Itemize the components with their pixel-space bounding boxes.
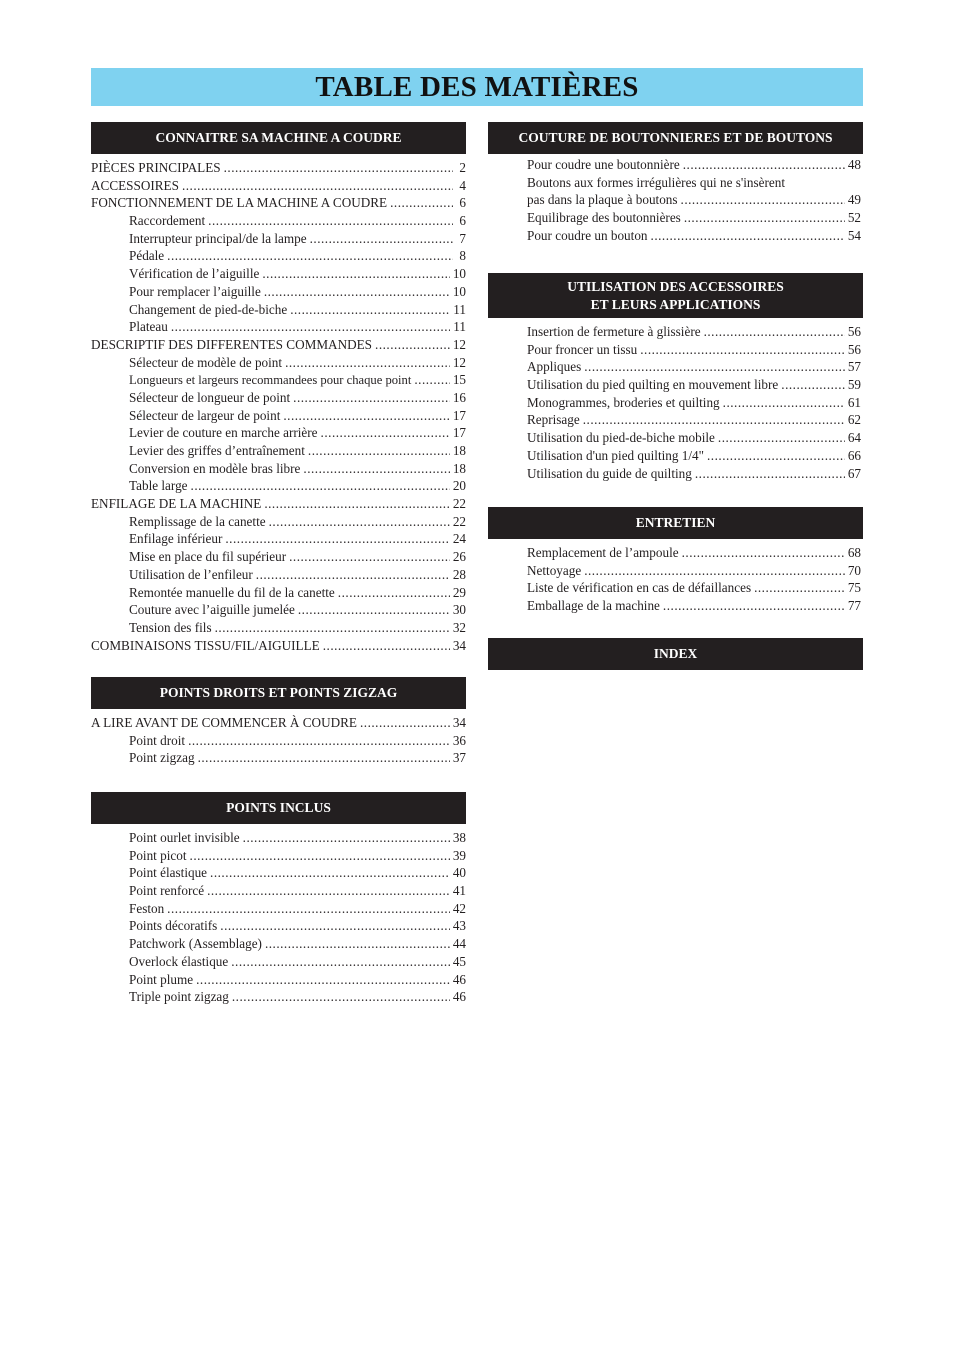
toc-entry[interactable]: Reprisage ..... 62 xyxy=(527,412,861,430)
title-bar xyxy=(91,68,863,106)
section-droits xyxy=(91,677,466,768)
toc-entry-continued[interactable]: Boutons aux formes irrégulières qui ne s'insèrent xyxy=(527,174,786,190)
toc-entry[interactable]: Appliques ..... 57 xyxy=(527,359,861,377)
toc-entry[interactable]: Interrupteur principal/de la lampe ..... 7 xyxy=(91,231,466,249)
toc-entry[interactable]: pas dans la plaque à boutons ..... 49 xyxy=(527,192,861,210)
entries-boutonnieres xyxy=(488,157,863,245)
toc-entry[interactable]: Conversion en modèle bras libre ..... 18 xyxy=(91,461,466,479)
toc-entry[interactable]: Pour froncer un tissu ..... 56 xyxy=(527,342,861,360)
section-header-entretien: ENTRETIEN xyxy=(488,507,863,539)
toc-entry[interactable]: Point droit ..... 36 xyxy=(91,733,466,751)
toc-entry[interactable]: Enfilage inférieur ..... 24 xyxy=(91,531,466,549)
section-header-line: UTILISATION DES ACCESSOIRES xyxy=(567,278,784,294)
entries-accessoires xyxy=(488,324,863,483)
section-header-connaitre: CONNAITRE SA MACHINE A COUDRE xyxy=(91,122,466,154)
toc-entry[interactable]: Raccordement ..... 6 xyxy=(91,213,466,231)
toc-entry[interactable]: Couture avec l’aiguille jumelée ..... 30 xyxy=(91,602,466,620)
section-header-line: ET LEURS APPLICATIONS xyxy=(590,296,761,312)
section-index xyxy=(488,638,863,670)
toc-entry[interactable]: Point plume ..... 46 xyxy=(91,972,466,990)
toc-entry[interactable]: Equilibrage des boutonnières ..... 52 xyxy=(527,210,861,228)
entries-entretien xyxy=(488,545,863,616)
section-connaitre xyxy=(91,122,466,655)
toc-entry[interactable]: Levier de couture en marche arrière ..... 17 xyxy=(91,425,466,443)
toc-entry[interactable]: ACCESSOIRES ..... 4 xyxy=(91,178,466,196)
toc-entry[interactable]: Patchwork (Assemblage) ..... 44 xyxy=(91,936,466,954)
toc-entry[interactable]: Feston ..... 42 xyxy=(91,901,466,919)
toc-entry[interactable]: Utilisation d'un pied quilting 1/4" ..... 66 xyxy=(527,448,861,466)
toc-entry[interactable]: Remontée manuelle du fil de la canette ..... 29 xyxy=(91,585,466,603)
toc-entry[interactable]: Point élastique ..... 40 xyxy=(91,865,466,883)
section-header-index[interactable]: INDEX xyxy=(488,638,863,670)
toc-entry[interactable]: Point ourlet invisible ..... 38 xyxy=(91,830,466,848)
toc-entry[interactable]: Pour coudre un bouton ..... 54 xyxy=(527,228,861,246)
toc-entry[interactable]: Liste de vérification en cas de défaillances ..... 75 xyxy=(527,580,861,598)
toc-entry[interactable]: Utilisation du pied-de-biche mobile ..... 64 xyxy=(527,430,861,448)
toc-entry[interactable]: Point picot ..... 39 xyxy=(91,848,466,866)
toc-entry[interactable]: Sélecteur de longueur de point ..... 16 xyxy=(91,390,466,408)
toc-entry[interactable]: Triple point zigzag ..... 46 xyxy=(91,989,466,1007)
toc-entry[interactable]: Emballage de la machine ..... 77 xyxy=(527,598,861,616)
toc-entry[interactable]: Nettoyage ..... 70 xyxy=(527,563,861,581)
toc-entry[interactable]: Tension des fils ..... 32 xyxy=(91,620,466,638)
toc-entry[interactable]: Points décoratifs ..... 43 xyxy=(91,918,466,936)
toc-entry[interactable]: Insertion de fermeture à glissière ..... 56 xyxy=(527,324,861,342)
toc-entry[interactable]: DESCRIPTIF DES DIFFERENTES COMMANDES ..... 12 xyxy=(91,337,466,355)
section-header-inclus: POINTS INCLUS xyxy=(91,792,466,824)
toc-entry[interactable]: Utilisation du pied quilting en mouvement libre ..... 59 xyxy=(527,377,861,395)
toc-entry[interactable]: Pour coudre une boutonnière ..... 48 xyxy=(527,157,861,175)
section-entretien xyxy=(488,507,863,616)
toc-entry[interactable]: Sélecteur de modèle de point ..... 12 xyxy=(91,355,466,373)
toc-entry[interactable]: Longueurs et largeurs recommandees pour chaque point ..... 15 xyxy=(91,372,466,390)
toc-entry[interactable]: Remplissage de la canette ..... 22 xyxy=(91,514,466,532)
toc-entry[interactable]: Utilisation de l’enfileur ..... 28 xyxy=(91,567,466,585)
toc-entry[interactable]: Utilisation du guide de quilting ..... 67 xyxy=(527,466,861,484)
section-accessoires xyxy=(488,273,863,483)
toc-entry[interactable]: FONCTIONNEMENT DE LA MACHINE A COUDRE ..... 6 xyxy=(91,195,466,213)
toc-entry[interactable]: Changement de pied-de-biche ..... 11 xyxy=(91,302,466,320)
toc-entry[interactable]: ENFILAGE DE LA MACHINE ..... 22 xyxy=(91,496,466,514)
toc-entry[interactable]: COMBINAISONS TISSU/FIL/AIGUILLE ..... 34 xyxy=(91,638,466,656)
section-boutonnieres xyxy=(488,122,863,245)
toc-entry[interactable]: Table large ..... 20 xyxy=(91,478,466,496)
toc-entry[interactable]: Levier des griffes d’entraînement ..... 18 xyxy=(91,443,466,461)
entries-droits xyxy=(91,715,466,768)
toc-entry[interactable]: A LIRE AVANT DE COMMENCER À COUDRE ..... 34 xyxy=(91,715,466,733)
toc-entry[interactable]: Plateau ..... 11 xyxy=(91,319,466,337)
toc-entry[interactable]: Point renforcé ..... 41 xyxy=(91,883,466,901)
toc-entry[interactable]: Monogrammes, broderies et quilting ..... 61 xyxy=(527,395,861,413)
entries-connaitre xyxy=(91,160,466,655)
toc-entry[interactable]: Pour remplacer l’aiguille ..... 10 xyxy=(91,284,466,302)
toc-entry[interactable]: Point zigzag ..... 37 xyxy=(91,750,466,768)
section-header-droits: POINTS DROITS ET POINTS ZIGZAG xyxy=(91,677,466,709)
toc-entry[interactable]: Overlock élastique ..... 45 xyxy=(91,954,466,972)
toc-entry[interactable]: Vérification de l’aiguille ..... 10 xyxy=(91,266,466,284)
section-header-boutonnieres: COUTURE DE BOUTONNIERES ET DE BOUTONS xyxy=(488,122,863,154)
page-title: TABLE DES MATIÈRES xyxy=(315,70,639,103)
section-inclus xyxy=(91,792,466,1007)
toc-entry[interactable]: Mise en place du fil supérieur ..... 26 xyxy=(91,549,466,567)
toc-entry[interactable]: Sélecteur de largeur de point ..... 17 xyxy=(91,408,466,426)
entries-inclus xyxy=(91,830,466,1007)
toc-entry[interactable]: Remplacement de l’ampoule ..... 68 xyxy=(527,545,861,563)
toc-entry[interactable]: Pédale ..... 8 xyxy=(91,248,466,266)
toc-entry[interactable]: PIÈCES PRINCIPALES ..... 2 xyxy=(91,160,466,178)
section-header-accessoires xyxy=(488,273,863,318)
